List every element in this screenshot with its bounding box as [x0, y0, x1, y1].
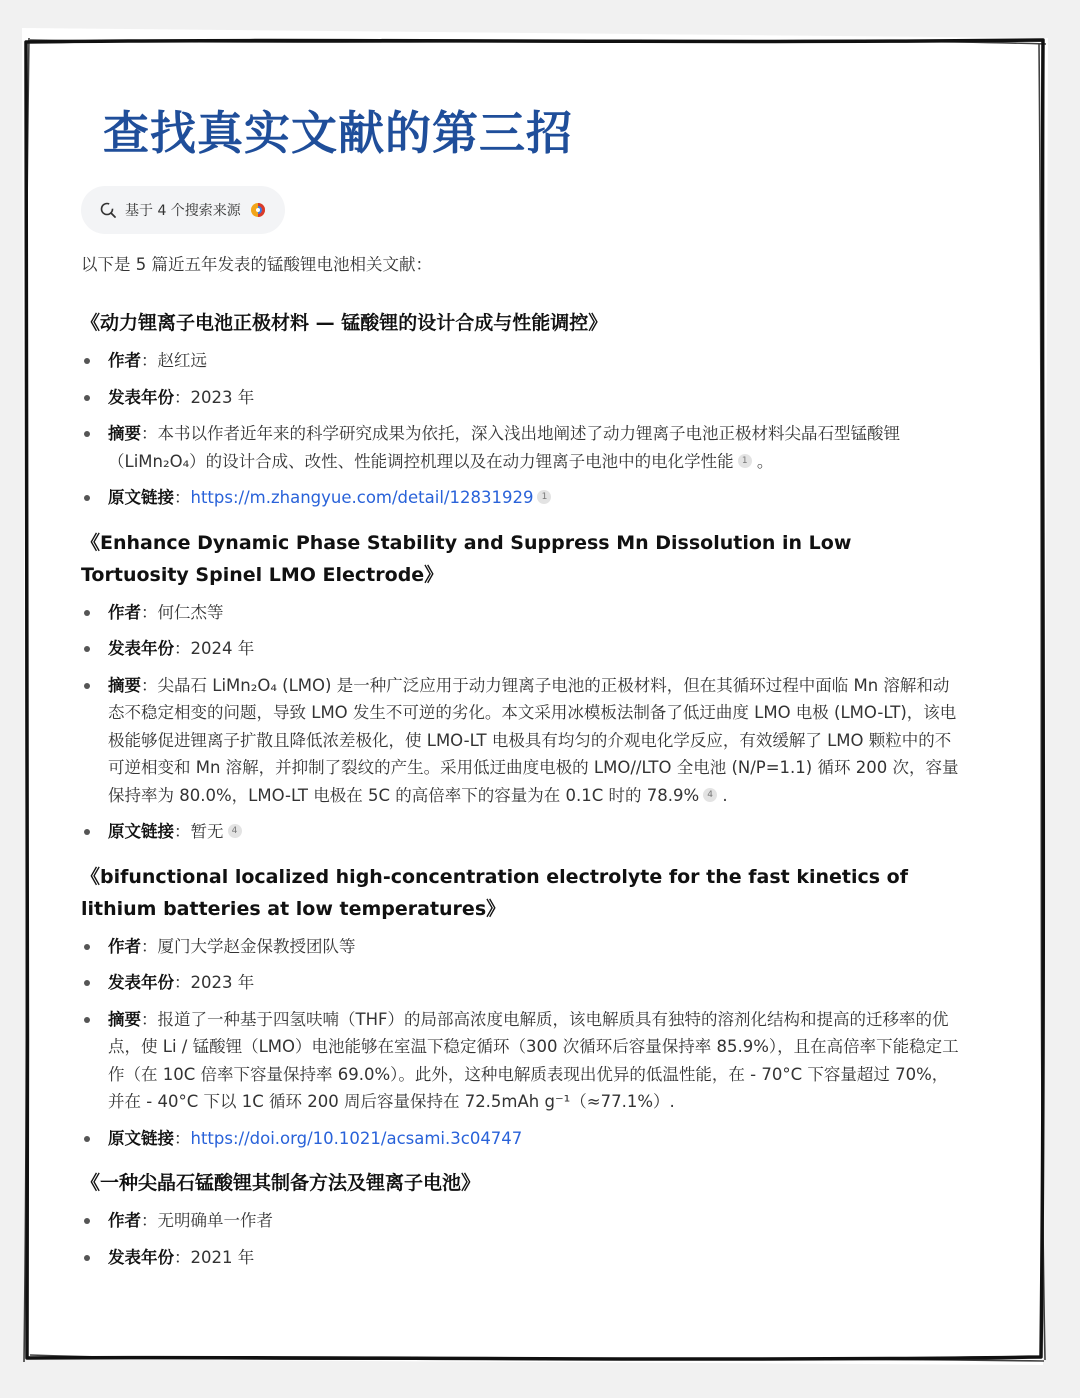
citation-badge[interactable]: 4 — [703, 788, 717, 802]
link-field: 原文链接：暂无 4 — [81, 818, 961, 846]
year-field: 发表年份：2021 年 — [81, 1244, 961, 1272]
paper-title: 《Enhance Dynamic Phase Stability and Suppress Mn Dissolution in Low Tortuosity Spinel LMO Electrode》 — [81, 531, 852, 586]
abstract-value: 报道了一种基于四氢呋喃（THF）的局部高浓度电解质，该电解质具有独特的溶剂化结构和提高的迁移率的优点，使 Li / 锰酸锂（LMO）电池能够在室温下稳定循环（300 次循环后容量保持率 85.9%），且在高倍率下能稳定工作（在 10C 倍率下容量保持率 69.0%）。此外，这种电解质表现出优异的低温性能，在 - 70°C 下容量超过 70%，并在 - 40°C 下以 1C 循环 200 周后容量保持在 72.5mAh g⁻¹（≈77.1%）. — [108, 1009, 959, 1111]
year-value: 2023 年 — [190, 973, 255, 992]
source-link[interactable]: https://m.zhangyue.com/detail/12831929 — [190, 488, 534, 507]
paper-item — [81, 527, 961, 846]
paper-title: 《bifunctional localized high-concentration electrolyte for the fast kinetics of lithium batteries at low temperatures》 — [81, 865, 908, 920]
citation-badge[interactable]: 4 — [228, 824, 242, 838]
document-sheet — [40, 55, 1040, 1355]
author-label: 作者 — [108, 351, 141, 370]
link-label: 原文链接 — [108, 1128, 174, 1148]
link-label: 原文链接 — [108, 822, 174, 841]
author-field: 作者：无明确单一作者 — [81, 1207, 961, 1235]
link-field: 原文链接：https://doi.org/10.1021/acsami.3c04747 — [81, 1125, 961, 1153]
abstract-label: 摘要 — [108, 675, 141, 695]
search-refresh-icon — [99, 201, 117, 219]
citation-badge[interactable]: 1 — [738, 454, 752, 468]
link-field: 原文链接：https://m.zhangyue.com/detail/12831929 1 — [81, 484, 961, 512]
year-field: 发表年份：2023 年 — [81, 384, 961, 412]
paper-item — [81, 1167, 961, 1271]
abstract-end: 。 — [751, 451, 774, 471]
paper-title: 《一种尖晶石锰酸锂其制备方法及锂离子电池》 — [81, 1172, 481, 1194]
year-label: 发表年份 — [108, 973, 174, 992]
author-field: 作者：厦门大学赵金保教授团队等 — [81, 933, 961, 961]
author-value: 赵红远 — [157, 351, 207, 370]
author-field: 作者：赵红远 — [81, 347, 961, 375]
author-label: 作者 — [108, 1211, 141, 1230]
year-value: 2024 年 — [190, 639, 255, 658]
author-value: 厦门大学赵金保教授团队等 — [157, 936, 356, 956]
source-logo-icon — [249, 201, 267, 219]
intro-text: 以下是 5 篇近五年发表的锰酸锂电池相关文献： — [81, 255, 432, 274]
paper-list — [81, 307, 961, 1280]
source-link-none: 暂无 — [190, 822, 224, 841]
abstract-end: . — [717, 785, 728, 805]
paper-item — [81, 307, 961, 512]
year-label: 发表年份 — [108, 387, 174, 407]
citation-badge[interactable]: 1 — [537, 490, 551, 504]
paper-title: 《动力锂离子电池正极材料 — 锰酸锂的设计合成与性能调控》 — [81, 312, 608, 334]
abstract-label: 摘要 — [108, 1009, 141, 1029]
abstract-label: 摘要 — [108, 424, 141, 443]
abstract-value: 本书以作者近年来的科学研究成果为依托，深入浅出地阐述了动力锂离子电池正极材料尖晶石型锰酸锂（LiMn₂O₄）的设计合成、改性、性能调控机理以及在动力锂离子电池中的电化学性能 — [108, 424, 900, 471]
author-label: 作者 — [108, 602, 141, 622]
abstract-field: 摘要：本书以作者近年来的科学研究成果为依托，深入浅出地阐述了动力锂离子电池正极材料尖晶石型锰酸锂（LiMn₂O₄）的设计合成、改性、性能调控机理以及在动力锂离子电池中的电化学性能 1 。 — [81, 420, 961, 475]
abstract-value: 尖晶石 LiMn₂O₄ (LMO) 是一种广泛应用于动力锂离子电池的正极材料，但在其循环过程中面临 Mn 溶解和动态不稳定相变的问题，导致 LMO 发生不可逆的劣化。本文采用冰模板法制备了低迂曲度 LMO 电极 (LMO-LT)，该电极能够促进锂离子扩散且降低浓差极化，使 LMO-LT 电极具有均匀的介观电化学反应，有效缓解了 LMO 颗粒中的不可逆相变和 Mn 溶解，并抑制了裂纹的产生。采用低迂曲度电极的 LMO//LTO 全电池 (N/P=1.1) 循环 200 次，容量保持率为 80.0%，LMO-LT 电极在 5C 的高倍率下的容量为在 0.1C 时的 78.9% — [108, 675, 959, 805]
year-value: 2021 年 — [190, 1247, 255, 1267]
year-field: 发表年份：2023 年 — [81, 969, 961, 997]
year-label: 发表年份 — [108, 1247, 174, 1267]
year-label: 发表年份 — [108, 639, 174, 658]
sources-pill[interactable] — [81, 186, 285, 234]
link-label: 原文链接 — [108, 488, 174, 507]
author-value: 无明确单一作者 — [157, 1211, 273, 1230]
author-field: 作者：何仁杰等 — [81, 599, 961, 627]
author-value: 何仁杰等 — [157, 602, 224, 622]
page-title: 查找真实文献的第三招 — [103, 106, 573, 160]
paper-item — [81, 861, 961, 1153]
author-label: 作者 — [108, 936, 141, 956]
source-link[interactable]: https://doi.org/10.1021/acsami.3c04747 — [190, 1128, 523, 1148]
year-field: 发表年份：2024 年 — [81, 635, 961, 663]
abstract-field: 摘要：报道了一种基于四氢呋喃（THF）的局部高浓度电解质，该电解质具有独特的溶剂化结构和提高的迁移率的优点，使 Li / 锰酸锂（LMO）电池能够在室温下稳定循环（300 次循环后容量保持率 85.9%），且在高倍率下能稳定工作（在 10C 倍率下容量保持率 69.0%）。此外，这种电解质表现出优异的低温性能，在 - 70°C 下容量超过 70%，并在 - 40°C 下以 1C 循环 200 周后容量保持在 72.5mAh g⁻¹（≈77.1%）. — [81, 1006, 961, 1116]
abstract-field: 摘要：尖晶石 LiMn₂O₄ (LMO) 是一种广泛应用于动力锂离子电池的正极材料，但在其循环过程中面临 Mn 溶解和动态不稳定相变的问题，导致 LMO 发生不可逆的劣化。本文采用冰模板法制备了低迂曲度 LMO 电极 (LMO-LT)，该电极能够促进锂离子扩散且降低浓差极化，使 LMO-LT 电极具有均匀的介观电化学反应，有效缓解了 LMO 颗粒中的不可逆相变和 Mn 溶解，并抑制了裂纹的产生。采用低迂曲度电极的 LMO//LTO 全电池 (N/P=1.1) 循环 200 次，容量保持率为 80.0%，LMO-LT 电极在 5C 的高倍率下的容量为在 0.1C 时的 78.9% 4 . — [81, 672, 961, 810]
year-value: 2023 年 — [190, 387, 255, 407]
sources-label: 基于 4 个搜索来源 — [125, 203, 241, 219]
